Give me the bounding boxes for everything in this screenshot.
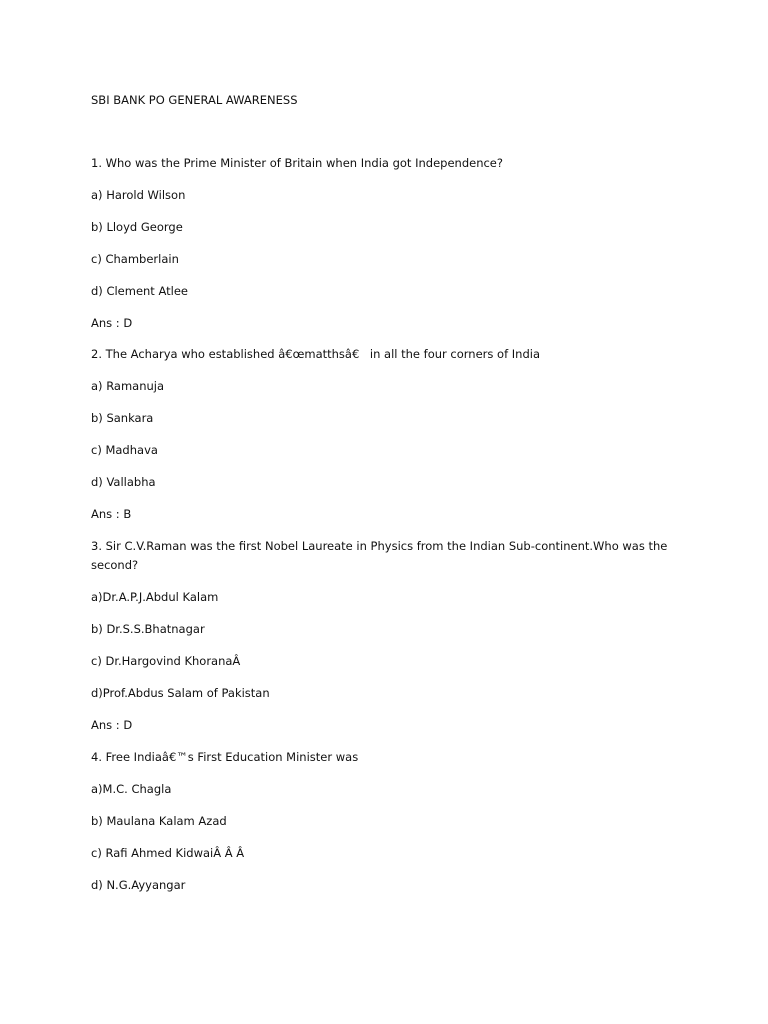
- question-2-option-b: b) Sankara: [91, 411, 154, 425]
- question-4-option-d: d) N.G.Ayyangar: [91, 878, 186, 892]
- question-2-text: 2. The Acharya who established â€œmatthsâ€ in all the four corners of India: [91, 347, 540, 361]
- question-3-option-d: d)Prof.Abdus Salam of Pakistan: [91, 686, 270, 700]
- question-1-option-b: b) Lloyd George: [91, 220, 183, 234]
- question-2-option-a: a) Ramanuja: [91, 379, 165, 393]
- question-3-option-c: c) Dr.Hargovind KhoranaÂ: [91, 654, 241, 668]
- question-3-option-a: a)Dr.A.P.J.Abdul Kalam: [91, 590, 219, 604]
- question-1-text: 1. Who was the Prime Minister of Britain when India got Independence?: [91, 156, 503, 170]
- question-1-option-d: d) Clement Atlee: [91, 284, 188, 298]
- question-3-text-line-2: second?: [91, 558, 139, 572]
- question-4-text: 4. Free Indiaâ€™s First Education Minister was: [91, 750, 359, 764]
- question-3-text-line-1: 3. Sir C.V.Raman was the first Nobel Laureate in Physics from the Indian Sub-continent.Who was the: [91, 539, 668, 553]
- document-title: SBI BANK PO GENERAL AWARENESS: [91, 93, 298, 107]
- question-2-option-d: d) Vallabha: [91, 475, 156, 489]
- question-1-answer: Ans : D: [91, 316, 133, 330]
- question-4-option-c: c) Rafi Ahmed KidwaiÂ Â Â: [91, 846, 245, 860]
- question-1-option-c: c) Chamberlain: [91, 252, 179, 266]
- question-2-option-c: c) Madhava: [91, 443, 158, 457]
- question-4-option-b: b) Maulana Kalam Azad: [91, 814, 227, 828]
- question-3-option-b: b) Dr.S.S.Bhatnagar: [91, 622, 205, 636]
- question-4-option-a: a)M.C. Chagla: [91, 782, 172, 796]
- question-2-answer: Ans : B: [91, 507, 132, 521]
- question-1-option-a: a) Harold Wilson: [91, 188, 186, 202]
- question-3-answer: Ans : D: [91, 718, 133, 732]
